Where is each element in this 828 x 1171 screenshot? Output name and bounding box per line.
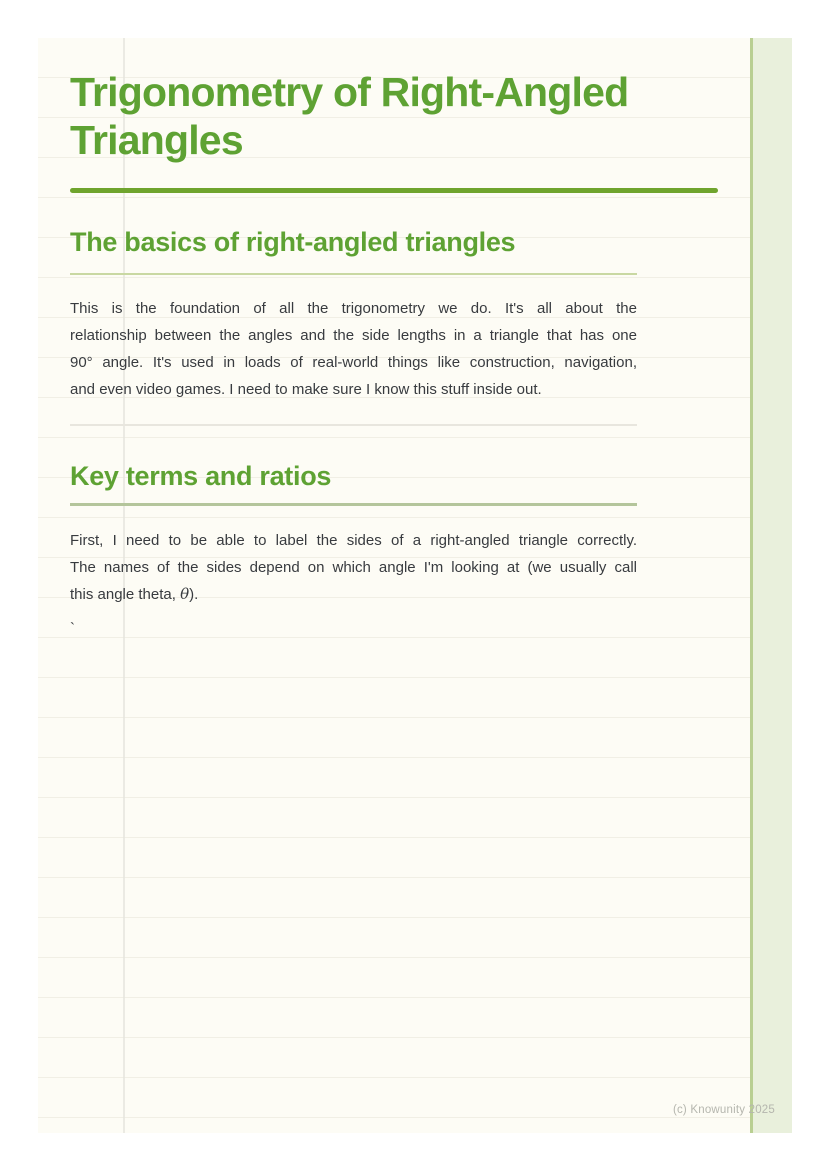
heading-underline bbox=[70, 273, 637, 275]
paragraph-line: The names of the sides depend on which angle I'm looking at (we usually call bbox=[70, 559, 637, 576]
paragraph-line-theta bbox=[70, 581, 637, 608]
paragraph-line: 90° angle. It's used in loads of real-world things like construction, navigation, bbox=[70, 354, 637, 371]
section-heading-key-terms: Key terms and ratios bbox=[70, 461, 332, 491]
footer-credit: (c) Knowunity 2025 bbox=[672, 1104, 775, 1116]
theta-symbol: θ bbox=[180, 585, 190, 603]
paragraph-basics bbox=[70, 295, 637, 403]
title-rule bbox=[70, 188, 718, 193]
accent-stripe bbox=[750, 38, 792, 1133]
heading-underline bbox=[70, 503, 637, 506]
section-heading-basics: The basics of right-angled triangles bbox=[70, 227, 516, 257]
paragraph-key-terms bbox=[70, 527, 637, 608]
document-page bbox=[38, 38, 792, 1133]
theta-line-prefix: this angle theta, bbox=[70, 586, 181, 603]
paragraph-line: relationship between the angles and the side lengths in a triangle that has one bbox=[70, 327, 637, 344]
section-divider bbox=[70, 424, 637, 426]
stray-backtick: ` bbox=[70, 620, 75, 637]
paragraph-line: First, I need to be able to label the sides of a right-angled triangle correctly. bbox=[70, 532, 637, 549]
paragraph-line: and even video games. I need to make sure I know this stuff inside out. bbox=[70, 381, 542, 398]
paragraph-line: This is the foundation of all the trigonometry we do. It's all about the bbox=[70, 300, 637, 317]
page-title: Trigonometry of Right-Angled Triangles bbox=[70, 69, 629, 163]
theta-line-suffix: ). bbox=[189, 586, 199, 603]
